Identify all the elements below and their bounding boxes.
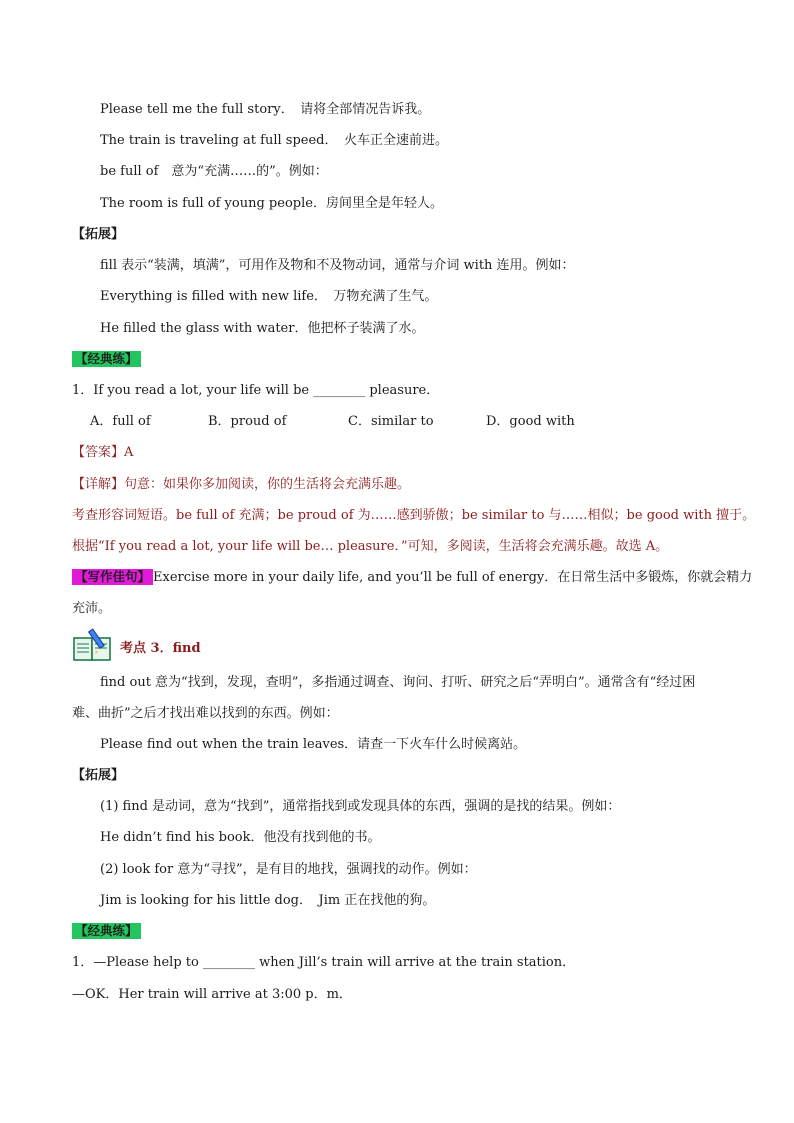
- practice-badge: 【经典练】: [72, 351, 141, 367]
- detail-line-2: 考查形容词短语。be full of 充满；be proud of 为……感到骄傲；be similar to 与……相似；be good with 擅于。: [72, 508, 756, 523]
- detail-line-1: [72, 476, 410, 494]
- writing-text-1: Exercise more in your daily life, and you’ll be full of energy．在日常生活中多锻炼，你就会精力: [153, 570, 753, 585]
- book-pencil-icon: [72, 628, 116, 664]
- extension-fill-def: fill 表示“装满，填满”，可用作及物和不及物动词，通常与介词 with 连用。例如：: [100, 258, 575, 273]
- example-filled-life: Everything is filled with new life． 万物充满了生气。: [100, 289, 438, 304]
- option-d: D．good with: [486, 414, 575, 429]
- detail-line-3: 根据“If you read a lot, your life will be… pleasure．”可知，多阅读，生活将会充满乐趣。故选 A。: [72, 539, 669, 554]
- question-2-line-1: 1．—Please help to ________ when Jill’s train will arrive at the train station．: [72, 955, 576, 970]
- answer-line: [72, 444, 133, 462]
- question-2-line-2: —OK．Her train will arrive at 3:00 p．m．: [72, 987, 352, 1002]
- option-c: C．similar to: [348, 414, 434, 429]
- example-filled-glass: He filled the glass with water．他把杯子装满了水。: [100, 321, 425, 336]
- writing-line-1: [72, 569, 752, 587]
- example-find-book: He didn’t find his book．他没有找到他的书。: [100, 830, 381, 845]
- detail-text-1: 句意：如果你多加阅读，你的生活将会充满乐趣。: [124, 477, 411, 492]
- writing-badge: 【写作佳句】: [72, 569, 153, 585]
- extension-header-1: 【拓展】: [72, 227, 125, 242]
- writing-line-2: 充沛。: [72, 601, 112, 616]
- example-full-story: Please tell me the full story． 请将全部情况告诉我。: [100, 102, 431, 117]
- practice-tag-1: [72, 351, 141, 369]
- answer-label: 【答案】: [72, 445, 125, 460]
- option-b: B．proud of: [208, 414, 287, 429]
- example-find-out: Please find out when the train leaves．请查一下火车什么时候离站。: [100, 737, 527, 752]
- detail-label: 【详解】: [72, 477, 125, 492]
- extension-find-def: (1) find 是动词，意为“找到”，通常指找到或发现具体的东西，强调的是找的结果。例如：: [100, 799, 621, 814]
- point-3-label: 考点 3．find: [120, 640, 201, 656]
- answer-value: A: [124, 445, 134, 460]
- example-full-speed: The train is traveling at full speed． 火车正全速前进。: [100, 133, 448, 148]
- point-3-heading: [72, 628, 201, 664]
- find-out-def-1: find out 意为“找到，发现，查明”，多指通过调查、询问、打听、研究之后“弄明白”。通常含有“经过困: [100, 675, 696, 690]
- option-a: A．full of: [90, 414, 151, 429]
- find-out-def-2: 难、曲折”之后才找出难以找到的东西。例如：: [72, 706, 339, 721]
- practice-tag-2: [72, 923, 141, 941]
- extension-header-2: 【拓展】: [72, 768, 125, 783]
- example-look-for: Jim is looking for his little dog． Jim 正在找他的狗。: [100, 893, 436, 908]
- practice-badge-2: 【经典练】: [72, 923, 141, 939]
- example-room-full: The room is full of young people．房间里全是年轻人。: [100, 196, 443, 211]
- question-1: 1．If you read a lot, your life will be ________ pleasure．: [72, 383, 440, 398]
- extension-look-for-def: (2) look for 意为“寻找”，是有目的地找，强调找的动作。例如：: [100, 862, 477, 877]
- phrase-be-full-of: be full of 意为“充满……的”。例如：: [100, 164, 328, 179]
